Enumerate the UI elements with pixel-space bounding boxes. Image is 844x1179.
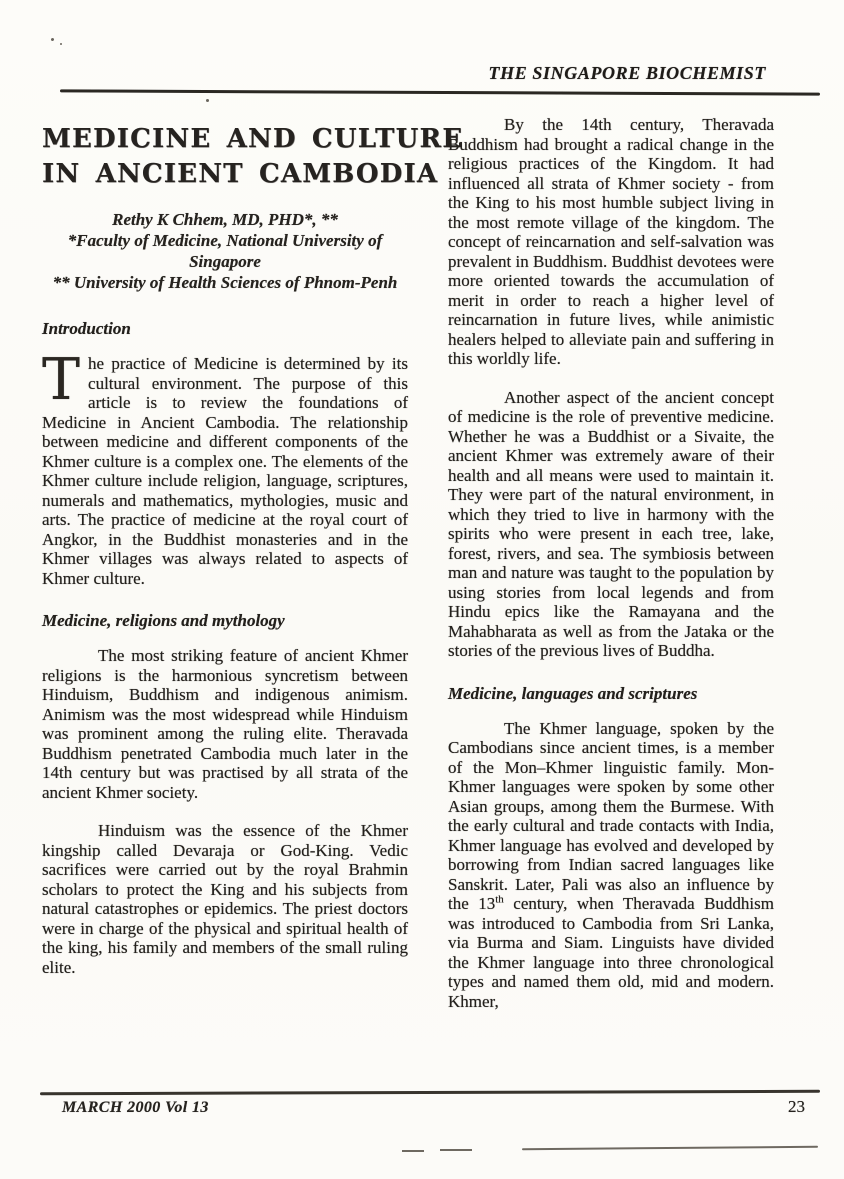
scan-artifact-line [440,1149,472,1151]
footer-rule [40,1090,820,1095]
author-affiliation-2: ** University of Health Sciences of Phnom-Penh [52,273,398,292]
ordinal-superscript: th [495,893,504,906]
scan-speck [51,38,55,42]
drop-cap: T [42,347,81,413]
journal-title: THE SINGAPORE BIOCHEMIST [488,63,766,83]
paragraph-languages-text: The Khmer language, spoken by the Cambodians since ancient times, is a member of the Mon–Khmer linguistic family. Mon-Khmer languages were spoken by some other Asian groups, among them the Burmese. With the early cultural and trade contacts with India, Khmer language has evolved and developed by borrowing from Indian sacred languages like Sanskrit. Later, Pali was also an influence by the 13 [448,718,774,913]
left-column [42,100,464,1030]
paragraph-buddhism-change: By the 14th century, Theravada Buddhism had brought a radical change in the religious practices of the Kingdom. It had influenced all strata of Khmer society - from the King to his most humble subject living in the most remote village of the kingdom. The concept of reincarnation and self-salvation was prevalent in Buddhism. Buddhist devotees were more oriented towards the accumulation of merit in order to reach a higher level of reincarnation in future lives, while animistic healers helped to alleviate pain and suffering in this worldly life. [448,115,774,368]
paragraph-preventive-medicine: Another aspect of the ancient concept of medicine is the role of preventive medicine. Whether he was a Buddhist or a Sivaite, the ancient Khmer was extremely aware of their health and all means were used to maintain it. They were part of the natural environment, in which they tried to live in harmony with the spirits who were present in each tree, lake, forest, rivers, and sea. The symbiosis between man and nature was taught to the population by using stories from local legends and from Hindu epics like the Ramayana and the Mahabharata as well as from the Jataka or the stories of the previous lives of Buddha. [448,387,774,660]
paragraph-languages [448,719,774,1012]
footer-issue-label: MARCH 2000 Vol 13 [62,1099,209,1116]
author-block [42,209,408,293]
scan-artifact-line [402,1150,424,1152]
article-body [42,100,774,1030]
paragraph-introduction-text: he practice of Medicine is determined by its cultural environment. The purpose of this article is to review the foundations of Medicine in Ancient Cambodia. The relationship between medicine and different components of the Khmer culture is a complex one. The elements of the Khmer culture include religion, language, scriptures, numerals and mathematics, mythologies, music and arts. The practice of medicine at the royal court of Angkor, in the Buddhist monasteries and in the Khmer villages was always related to aspects of Khmer culture. [42,354,408,588]
paragraph-introduction [42,347,408,588]
article-title [42,122,464,192]
author-name: Rethy K Chhem, MD, PHD*, ** [112,210,338,229]
section-heading-introduction: Introduction [42,319,131,338]
paragraph-religions-2: Hinduism was the essence of the Khmer kingship called Devaraja or God-King. Vedic sacrifices were carried out by the royal Brahmin scholars to protect the King and his subjects from natural catastrophes or epidemics. The priest doctors were in charge of the physical and spiritual health of the king, his family and members of the small ruling elite. [42,821,408,977]
section-heading-religions: Medicine, religions and mythology [42,611,285,630]
paragraph-religions-1: The most striking feature of ancient Khmer religions is the harmonious syncretism between Hinduism, Buddhism and indigenous animism. Animism was the most widespread while Hinduism was prominent among the ruling elite. Theravada Buddhism penetrated Cambodia much later in the 14th century but was practised by all strata of the ancient Khmer society. [42,646,408,802]
author-affiliation-1: *Faculty of Medicine, National University of Singapore [67,231,383,271]
header-rule [60,89,820,95]
section-heading-languages: Medicine, languages and scriptures [448,683,698,703]
scan-artifact-line [522,1146,818,1151]
footer-page-number: 23 [788,1097,805,1116]
article-title-line2: IN ANCIENT CAMBODIA [42,159,439,189]
right-column [448,100,774,1030]
article-title-line1: MEDICINE AND CULTURE [42,124,464,154]
scan-speck [60,43,62,45]
paragraph-languages-text-cont: century, when Theravada Buddhism was introduced to Cambodia from Sri Lanka, via Burma and Siam. Linguists have divided the Khmer language into three chronological types and named them old, mid and modern. Khmer, [448,894,774,1011]
